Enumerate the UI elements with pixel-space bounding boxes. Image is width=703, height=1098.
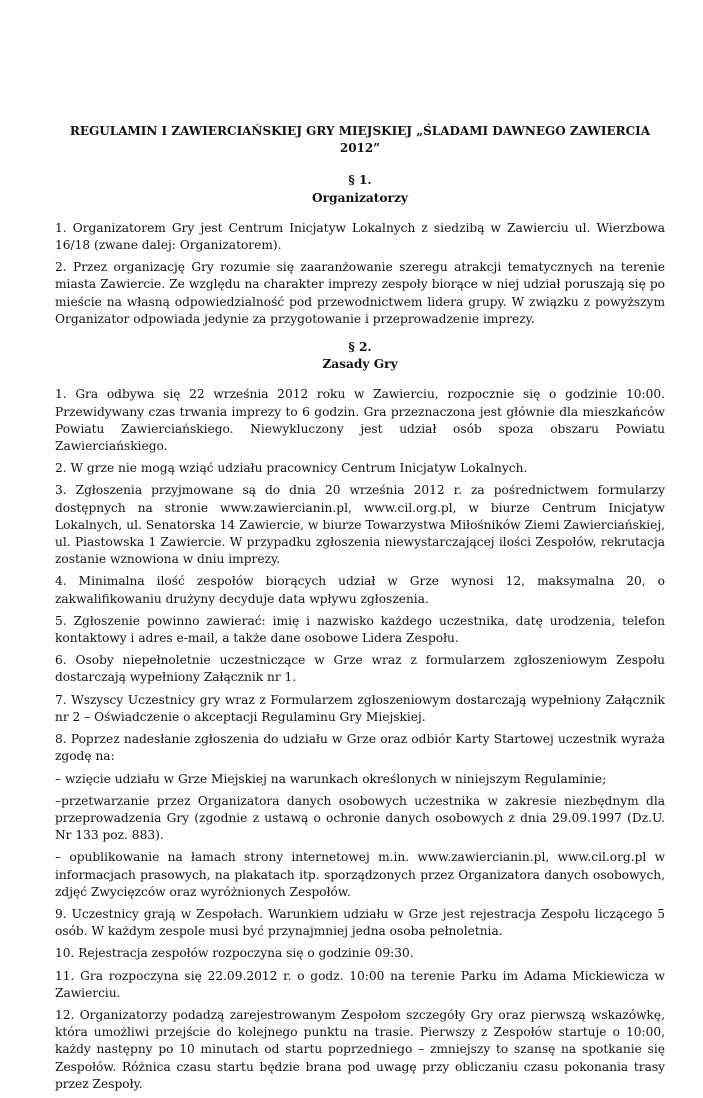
document-page [55, 123, 665, 1098]
section-2-paragraph: 10. Rejestracja zespołów rozpoczyna się o godzinie 09:30. [55, 946, 414, 961]
section-1-title: Organizatorzy [312, 190, 408, 205]
section-2-paragraph: 4. Minimalna ilość zespołów biorących udział w Grze wynosi 12, maksymalna 20, o zakwalifikowaniu drużyny decyduje data wpływu zgłoszenia. [55, 574, 665, 606]
section-2-paragraph: 8. Poprzez nadesłanie zgłoszenia do udziału w Grze oraz odbiór Karty Startowej uczestnik wyraża zgodę na: [55, 732, 665, 764]
document-title: REGULAMIN I ZAWIERCIAŃSKIEJ GRY MIEJSKIEJ „ŚLADAMI DAWNEGO ZAWIERCIA 2012” [69, 124, 651, 156]
section-2-paragraph: 6. Osoby niepełnoletnie uczestniczące w Grze wraz z formularzem zgłoszeniowym Zespołu dostarczają wypełniony Załącznik nr 1. [55, 653, 665, 685]
section-1-paragraph: 2. Przez organizację Gry rozumie się zaaranżowanie szeregu atrakcji tematycznych na terenie miasta Zawiercie. Ze względu na charakter imprezy zespoły biorące w niej udział poruszają się po mieście na własną odpowiedzialność pod przewodnictwem lidera grupy. W związku z powyższym Organizator odpowiada jedynie za przygotowanie i przeprowadzenie imprezy. [55, 260, 665, 326]
section-2-paragraph: 12. Organizatorzy podadzą zarejestrowanym Zespołom szczegóły Gry oraz pierwszą wskazówkę, która umożliwi przejście do kolejnego punktu na trasie. Pierwszy z Zespołów startuje o 10:00, każdy następny po 10 minutach od startu poprzedniego – zmniejszy to szansę na spotkanie się Zespołów. Różnica czasu startu będzie brana pod uwagę przy obliczaniu czasu pokonania trasy przez Zespoły. [55, 1007, 665, 1091]
section-2-number: § 2. [348, 340, 372, 355]
consent-list-item: – opublikowanie na łamach strony internetowej m.in. www.zawiercianin.pl, www.cil.org.pl w informacjach prasowych, na plakatach itp. sporządzonych przez Organizatora danych osobowych, zdjęć Zwycięzców oraz wyróżnionych Zespołów. [55, 850, 665, 899]
section-2-paragraph: 2. W grze nie mogą wziąć udziału pracownicy Centrum Inicjatyw Lokalnych. [55, 461, 528, 476]
section-1-number: § 1. [348, 173, 372, 188]
section-2-paragraph: 1. Gra odbywa się 22 września 2012 roku w Zawierciu, rozpocznie się o godzinie 10:00. Przewidywany czas trwania imprezy to 6 godzin. Gra przeznaczona jest głównie dla mieszkańców Powiatu Zawierciańskiego. Niewykluczony jest udział osób spoza obszaru Powiatu Zawierciańskiego. [55, 387, 665, 454]
section-2-paragraph: 5. Zgłoszenie powinno zawierać: imię i nazwisko każdego uczestnika, datę urodzenia, telefon kontaktowy i adres e-mail, a także dane osobowe Lidera Zespołu. [55, 613, 665, 646]
consent-list-item: –przetwarzanie przez Organizatora danych osobowych uczestnika w zakresie niezbędnym dla przeprowadzenia Gry (zgodnie z ustawą o ochronie danych osobowych z dnia 29.09.1997 (Dz.U. Nr 133 poz. 883). [55, 793, 665, 843]
section-2-paragraph: 11. Gra rozpoczyna się 22.09.2012 r. o godz. 10:00 na terenie Parku im Adama Mickiewicza w Zawierciu. [55, 968, 665, 1000]
section-1-paragraph: 1. Organizatorem Gry jest Centrum Inicjatyw Lokalnych z siedzibą w Zawierciu ul. Wierzbowa 16/18 (zwane dalej: Organizatorem). [55, 220, 665, 253]
section-2-paragraph: 9. Uczestnicy grają w Zespołach. Warunkiem udziału w Grze jest rejestracja Zespołu liczącego 5 osób. W każdym zespole musi być przynajmniej jedna osoba pełnoletnia. [55, 906, 665, 939]
section-2-paragraph: 3. Zgłoszenia przyjmowane są do dnia 20 września 2012 r. za pośrednictwem formularzy dostępnych na stronie www.zawiercianin.pl, www.cil.org.pl, w biurze Centrum Inicjatyw Lokalnych, ul. Senatorska 14 Zawiercie, w biurze Towarzystwa Miłośników Ziemi Zawierciańskiej, ul. Piastowska 1 Zawiercie. W przypadku zgłoszenia niewystarczającej ilości Zespołów, rekrutacja zostanie wznowiona w dniu imprezy. [55, 483, 665, 567]
section-2-paragraph: 7. Wszyscy Uczestnicy gry wraz z Formularzem zgłoszeniowym dostarczają wypełniony Załącznik nr 2 – Oświadczenie o akceptacji Regulaminu Gry Miejskiej. [55, 692, 665, 724]
consent-list-item: – wzięcie udziału w Grze Miejskiej na warunkach określonych w niniejszym Regulaminie; [55, 771, 607, 786]
section-2-title: Zasady Gry [322, 357, 398, 372]
